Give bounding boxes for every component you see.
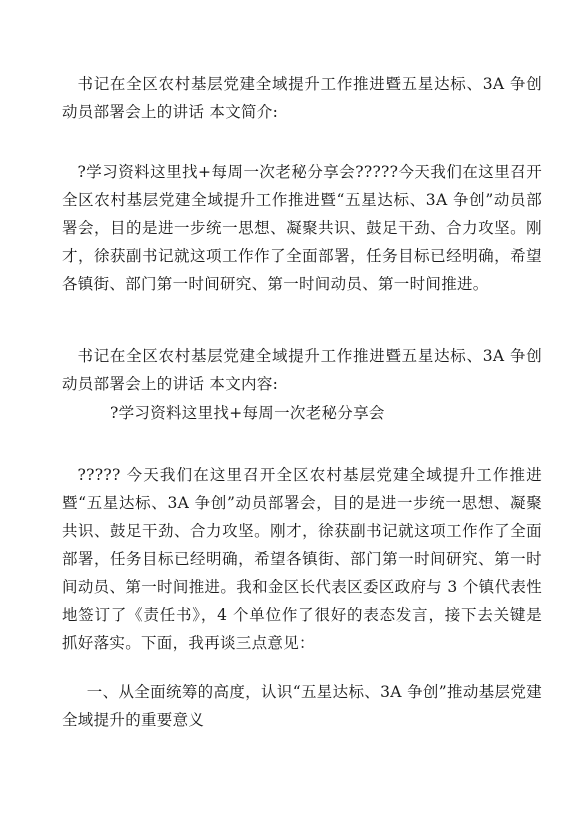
summary-heading: 书记在全区农村基层党建全域提升工作推进暨五星达标、3A 争创动员部署会上的讲话 本文简介: [62, 75, 542, 121]
content-subline: ?学习资料这里找+每周一次老秘分享会 [110, 404, 385, 422]
summary-body: ?学习资料这里找+每周一次老秘分享会?????今天我们在这里召开全区农村基层党建全域提升工作推进暨“五星达标、3A 争创”动员部署会，目的是进一步统一思想、凝聚共识、鼓足干劲、合力攻坚。刚才，徐获副书记就这项工作作了全面部署，任务目标已经明确，希望各镇街、部门第一时间研究、第一时间动员、第一时间推进。 [62, 163, 542, 293]
content-body: ????? 今天我们在这里召开全区农村基层党建全域提升工作推进暨“五星达标、3A 争创”动员部署会，目的是进一步统一思想、凝聚共识、鼓足干劲、合力攻坚。刚才，徐获副书记就这项工作作了全面部署，任务目标已经明确，希望各镇街、部门第一时间研究、第一时间动员、第一时间推进。我和金区长代表区委区政府与 3 个镇代表性地签订了《责任书》，4 个单位作了很好的表态发言，接下去关键是抓好落实。下面，我再谈三点意见： [62, 466, 542, 652]
section-one-heading: 一、从全面统筹的高度，认识“五星达标、3A 争创”推动基层党建全域提升的重要意义 [62, 683, 542, 729]
content-heading: 书记在全区农村基层党建全域提升工作推进暨五星达标、3A 争创动员部署会上的讲话 本文内容: [62, 347, 542, 393]
